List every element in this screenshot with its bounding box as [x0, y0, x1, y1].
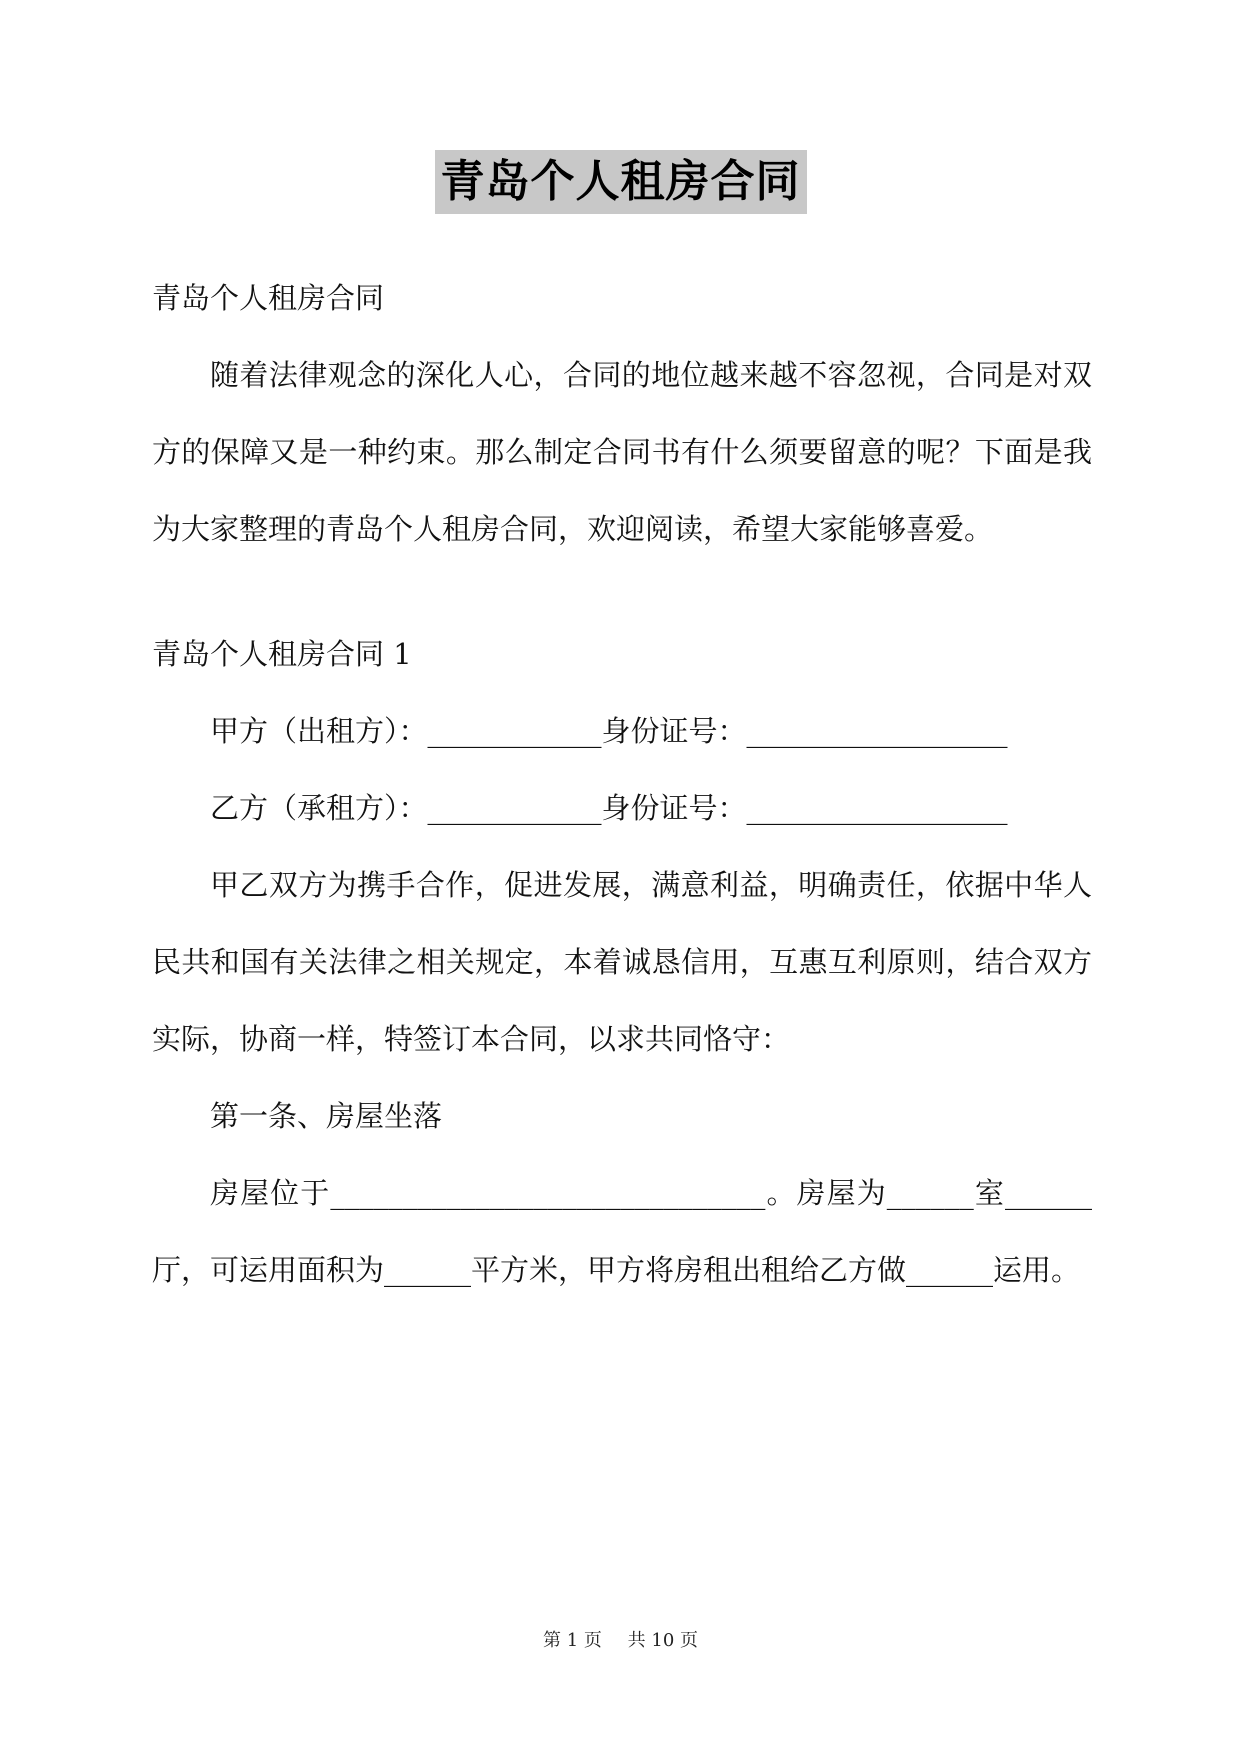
paragraph-section-title: 青岛个人租房合同 1: [152, 637, 412, 671]
page-number: 第 1 页: [543, 1630, 602, 1651]
paragraph-article-1: 第一条、房屋坐落: [210, 1099, 443, 1133]
paragraph-party-a: 甲方（出租方）：____________身份证号：__________________: [210, 714, 1008, 748]
spacer: [152, 568, 1092, 616]
paragraph-agreement: 甲乙双方为携手合作，促进发展，满意利益，明确责任，依据中华人民共和国有关法律之相关规定，本着诚恳信用，互惠互利原则，结合双方实际，协商一样，特签订本合同，以求共同恪守：: [152, 868, 1092, 1056]
page-footer: [0, 1626, 1241, 1652]
paragraph-location: 房屋位于______________________________。房屋为______室______厅，可运用面积为______平方米，甲方将房租出租给乙方做______运用。: [152, 1176, 1092, 1287]
title-container: [0, 150, 1241, 214]
paragraph-intro: 随着法律观念的深化人心，合同的地位越来越不容忽视，合同是对双方的保障又是一种约束。那么制定合同书有什么须要留意的呢？下面是我为大家整理的青岛个人租房合同，欢迎阅读，希望大家能够喜爱。: [152, 358, 1092, 546]
total-pages: 共 10 页: [627, 1630, 698, 1651]
document-title: 青岛个人租房合同: [435, 150, 807, 214]
paragraph-heading: 青岛个人租房合同: [152, 281, 385, 315]
paragraph-party-b: 乙方（承租方）：____________身份证号：__________________: [210, 791, 1008, 825]
document-body: [152, 260, 1092, 1309]
